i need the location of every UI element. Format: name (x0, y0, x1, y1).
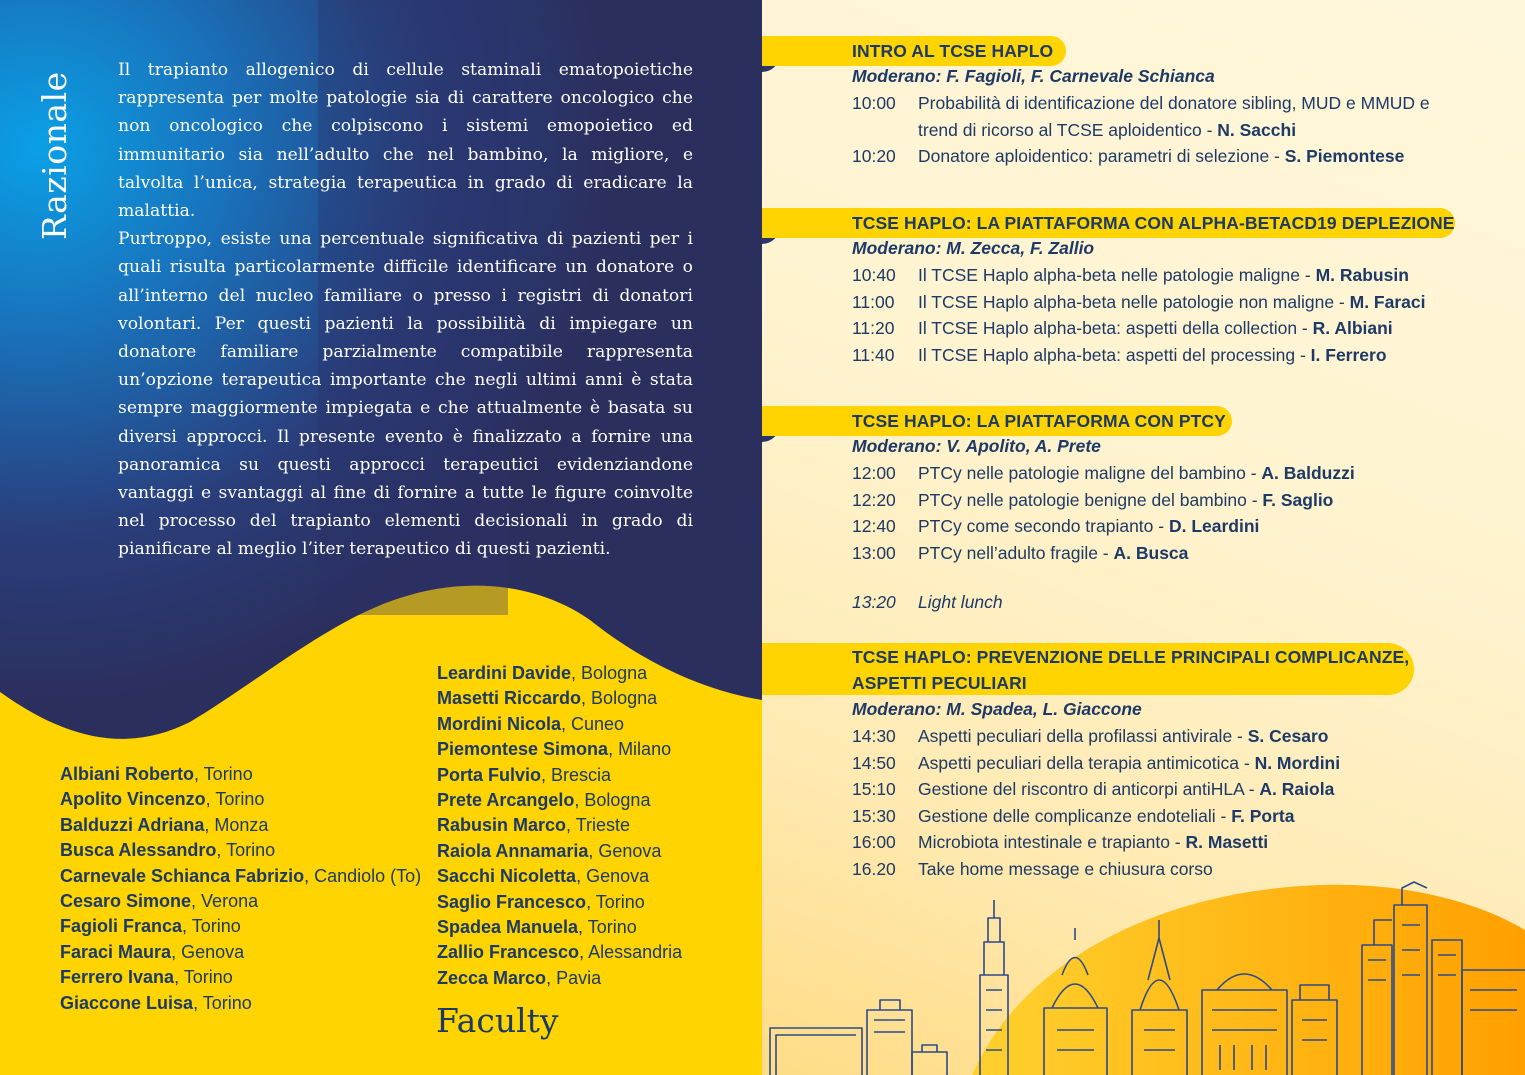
program-item (852, 803, 1492, 830)
program-panel (762, 0, 1525, 1075)
faculty-member (60, 838, 421, 863)
faculty-name: Zallio Francesco (437, 942, 580, 963)
faculty-name: Prete Arcangelo (437, 790, 575, 811)
section-title-line-2: ASPETTI PECULIARI (852, 673, 1027, 693)
faculty-name: Faraci Maura (60, 941, 172, 962)
faculty-name: Rabusin Marco (437, 815, 567, 836)
program-item (852, 829, 1492, 856)
program-item-time: 11:40 (852, 344, 895, 365)
program-item-title: Take home message e chiusura corso (918, 858, 1213, 879)
program-item-title: Aspetti peculiari della terapia antimicotica - (918, 752, 1255, 773)
section-title: TCSE HAPLO: LA PIATTAFORMA CON PTCY (852, 411, 1226, 431)
faculty-name: Cesaro Simone (60, 891, 192, 912)
program-item-speaker: R. Masetti (1185, 832, 1269, 853)
section-title-line-1: TCSE HAPLO: PREVENZIONE DELLE PRINCIPALI COMPLICANZE, (852, 647, 1410, 667)
program-item-title: Probabilità di identificazione del donatore sibling, MUD e MMUD e trend di ricorso al TCSE aploidentico - (918, 93, 1430, 140)
faculty-member (437, 915, 682, 940)
program-item-title: Aspetti peculiari della profilassi antivirale - (918, 726, 1248, 746)
faculty-city: , Trieste (566, 815, 631, 836)
faculty-name: Spadea Manuela (437, 917, 579, 938)
program-item-speaker: A. Balduzzi (1261, 463, 1355, 483)
program-item-time: 13:00 (852, 542, 896, 563)
program-item (852, 143, 1462, 170)
faculty-member (437, 686, 682, 711)
razionale-title: Razionale (35, 71, 74, 240)
faculty-member (437, 763, 682, 788)
faculty-member (60, 940, 421, 965)
faculty-column-1 (60, 762, 421, 1016)
faculty-city: , Torino (174, 967, 233, 988)
program-item (852, 856, 1492, 883)
light-lunch-row (852, 592, 1003, 613)
section-moderators: Moderano: M. Spadea, L. Giaccone (852, 699, 1142, 719)
program-item-time: 11:00 (852, 291, 895, 312)
faculty-city: , Pavia (546, 967, 602, 988)
program-item-time: 11:20 (852, 318, 895, 339)
faculty-member (60, 787, 421, 812)
faculty-member (437, 966, 682, 991)
program-item-title: Gestione delle complicanze endoteliali - (918, 805, 1232, 826)
faculty-city: , Cuneo (561, 713, 625, 734)
program-item (852, 342, 1492, 369)
faculty-city: , Monza (204, 814, 269, 835)
section-title (852, 644, 1409, 696)
program-item (852, 513, 1492, 540)
program-item-speaker: M. Rabusin (1315, 265, 1409, 285)
faculty-member (437, 737, 682, 762)
program-item (852, 750, 1492, 777)
faculty-member (60, 762, 421, 787)
faculty-name: Zecca Marco (437, 967, 547, 988)
section-moderators: Moderano: F. Fagioli, F. Carnevale Schianca (852, 66, 1215, 86)
faculty-member (437, 864, 682, 889)
program-item (852, 487, 1492, 514)
program-item-speaker: D. Leardini (1168, 516, 1260, 537)
faculty-city: , Torino (193, 992, 252, 1013)
faculty-name: Leardini Davide (437, 663, 572, 683)
program-item-time: 15:10 (852, 779, 896, 800)
program-item-time: 10:20 (852, 146, 896, 167)
faculty-city: , Torino (182, 916, 241, 937)
faculty-city: , Genova (576, 866, 650, 887)
program-item (852, 289, 1492, 316)
program-item-title: PTCy nell’adulto fragile - (918, 542, 1114, 563)
program-item-title: Microbiota intestinale e trapianto - (918, 832, 1186, 853)
faculty-title: Faculty (436, 1001, 559, 1040)
faculty-city: , Torino (194, 764, 253, 784)
section-items (852, 460, 1492, 566)
section-items (852, 723, 1492, 883)
faculty-name: Apolito Vincenzo (60, 789, 206, 810)
faculty-city: , Bologna (571, 663, 648, 683)
program-item-title: PTCy nelle patologie benigne del bambino - (918, 489, 1263, 510)
faculty-member (60, 914, 421, 939)
program-item-time: 14:50 (852, 752, 896, 773)
section-moderators: Moderano: M. Zecca, F. Zallio (852, 238, 1095, 258)
program-item-speaker: S. Piemontese (1284, 146, 1405, 167)
program-item-time: 16.20 (852, 858, 896, 879)
faculty-name: Mordini Nicola (437, 713, 562, 734)
faculty-member (437, 712, 682, 737)
faculty-city: , Bologna (581, 688, 658, 709)
program-item-speaker: N. Mordini (1254, 752, 1341, 773)
program-item-title: Il TCSE Haplo alpha-beta: aspetti della collection - (918, 318, 1313, 339)
program-item (852, 90, 1462, 143)
faculty-name: Ferrero Ivana (60, 967, 175, 988)
program-item-speaker: F. Saglio (1262, 489, 1334, 510)
program-item-time: 10:00 (852, 93, 896, 113)
program-item-speaker: R. Albiani (1312, 318, 1393, 339)
program-item-time: 12:00 (852, 463, 896, 483)
faculty-city: , Bologna (574, 790, 651, 811)
razionale-body (118, 56, 693, 564)
faculty-name: Masetti Riccardo (437, 688, 582, 709)
faculty-city: , Torino (578, 917, 637, 938)
faculty-member (60, 813, 421, 838)
program-item-speaker: M. Faraci (1349, 291, 1426, 312)
faculty-city: , Brescia (541, 764, 612, 785)
program-item-speaker: I. Ferrero (1310, 344, 1387, 365)
program-item-title: Gestione del riscontro di anticorpi antiHLA - (918, 779, 1260, 800)
faculty-name: Giaccone Luisa (60, 992, 194, 1013)
faculty-city: , Candiolo (To) (304, 865, 422, 886)
faculty-member (60, 864, 421, 889)
program-item (852, 723, 1492, 750)
program-item-time: 12:40 (852, 516, 896, 537)
program-item-time: 10:40 (852, 265, 896, 285)
program-item-title: Il TCSE Haplo alpha-beta: aspetti del processing - (918, 344, 1311, 365)
faculty-member (437, 940, 682, 965)
faculty-member (60, 965, 421, 990)
faculty-member (437, 661, 682, 686)
program-item-time: 16:00 (852, 832, 896, 853)
program-item-speaker: A. Raiola (1259, 779, 1335, 800)
section-title: TCSE HAPLO: LA PIATTAFORMA CON ALPHA-BETACD19 DEPLEZIONE (852, 213, 1455, 233)
razionale-paragraph-1: Il trapianto allogenico di cellule staminali ematopoietiche rappresenta per molte patologie sia di carattere oncologico che non oncologico che colpiscono i sistemi emopoietico ed immunitario sia nell’adulto che nel bambino, la migliore, e talvolta l’unica, strategia terapeutica in grado di eradicare la malattia. (118, 60, 693, 222)
lunch-time: 13:20 (852, 592, 896, 612)
section-title: INTRO AL TCSE HAPLO (852, 41, 1054, 61)
faculty-name: Fagioli Franca (60, 916, 183, 937)
faculty-name: Raiola Annamaria (437, 840, 589, 861)
program-item-title: Donatore aploidentico: parametri di selezione - (918, 146, 1285, 167)
faculty-member (437, 890, 682, 915)
faculty-member (437, 839, 682, 864)
faculty-city: , Torino (205, 789, 265, 810)
razionale-paragraph-2: Purtroppo, esiste una percentuale significativa di pazienti per i quali risulta particolarmente difficile identificare un donatore o all’interno del nucleo familiare o presso i registri di donatori volontari. Per questi pazienti la possibilità di impiegare un donatore familiare parzialmente compatibile rappresenta un’opzione terapeutica importante che negli ultimi anni è stata sempre maggiormente impiegata e che attualmente è basata su diversi approcci. Il presente evento è finalizzato a fornire una panoramica su questi approcci terapeutici evidenziandone vantaggi e svantaggi al fine di fornire a tutte le figure coinvolte nel processo del trapianto elementi decisionali in grado di pianificare al meglio l’iter terapeutico di questi pazienti. (118, 229, 693, 560)
faculty-name: Porta Fulvio (437, 764, 542, 785)
program-item-time: 12:20 (852, 489, 896, 510)
faculty-name: Balduzzi Adriana (60, 814, 205, 835)
faculty-name: Saglio Francesco (437, 891, 587, 912)
faculty-city: , Genova (171, 941, 245, 962)
section-moderators: Moderano: V. Apolito, A. Prete (852, 436, 1101, 456)
faculty-city: , Verona (191, 891, 259, 912)
program-item-speaker: S. Cesaro (1247, 726, 1329, 746)
razionale-panel (0, 0, 762, 1075)
lunch-label: Light lunch (918, 592, 1003, 612)
city-skyline-illustration (762, 880, 1525, 1075)
program-item-time: 15:30 (852, 805, 896, 826)
faculty-member (437, 788, 682, 813)
faculty-member (60, 889, 421, 914)
program-item-title: PTCy nelle patologie maligne del bambino - (918, 463, 1262, 483)
program-item-time: 14:30 (852, 726, 896, 746)
faculty-member (437, 813, 682, 838)
program-item (852, 540, 1492, 567)
faculty-city: , Torino (216, 840, 276, 861)
faculty-city: , Alessandria (579, 942, 683, 963)
faculty-name: Sacchi Nicoletta (437, 866, 577, 887)
program-item (852, 460, 1492, 487)
section-items (852, 90, 1462, 170)
program-item-speaker: N. Sacchi (1217, 119, 1297, 140)
section-items (852, 262, 1492, 368)
faculty-name: Albiani Roberto (60, 764, 194, 784)
faculty-name: Busca Alessandro (60, 840, 217, 861)
program-item-title: Il TCSE Haplo alpha-beta nelle patologie non maligne - (918, 291, 1350, 312)
faculty-name: Carnevale Schianca Fabrizio (60, 865, 305, 886)
faculty-column-2 (437, 661, 682, 991)
faculty-name: Piemontese Simona (437, 739, 609, 760)
program-item-title: Il TCSE Haplo alpha-beta nelle patologie maligne - (918, 265, 1316, 285)
program-item-speaker: A. Busca (1113, 542, 1189, 563)
program-item (852, 262, 1492, 289)
program-item (852, 315, 1492, 342)
program-item-title: PTCy come secondo trapianto - (918, 516, 1169, 537)
program-item-speaker: F. Porta (1231, 805, 1295, 826)
program-item (852, 776, 1492, 803)
faculty-city: , Torino (586, 891, 645, 912)
faculty-city: , Milano (608, 739, 672, 760)
faculty-member (60, 991, 421, 1016)
faculty-city: , Genova (588, 840, 662, 861)
